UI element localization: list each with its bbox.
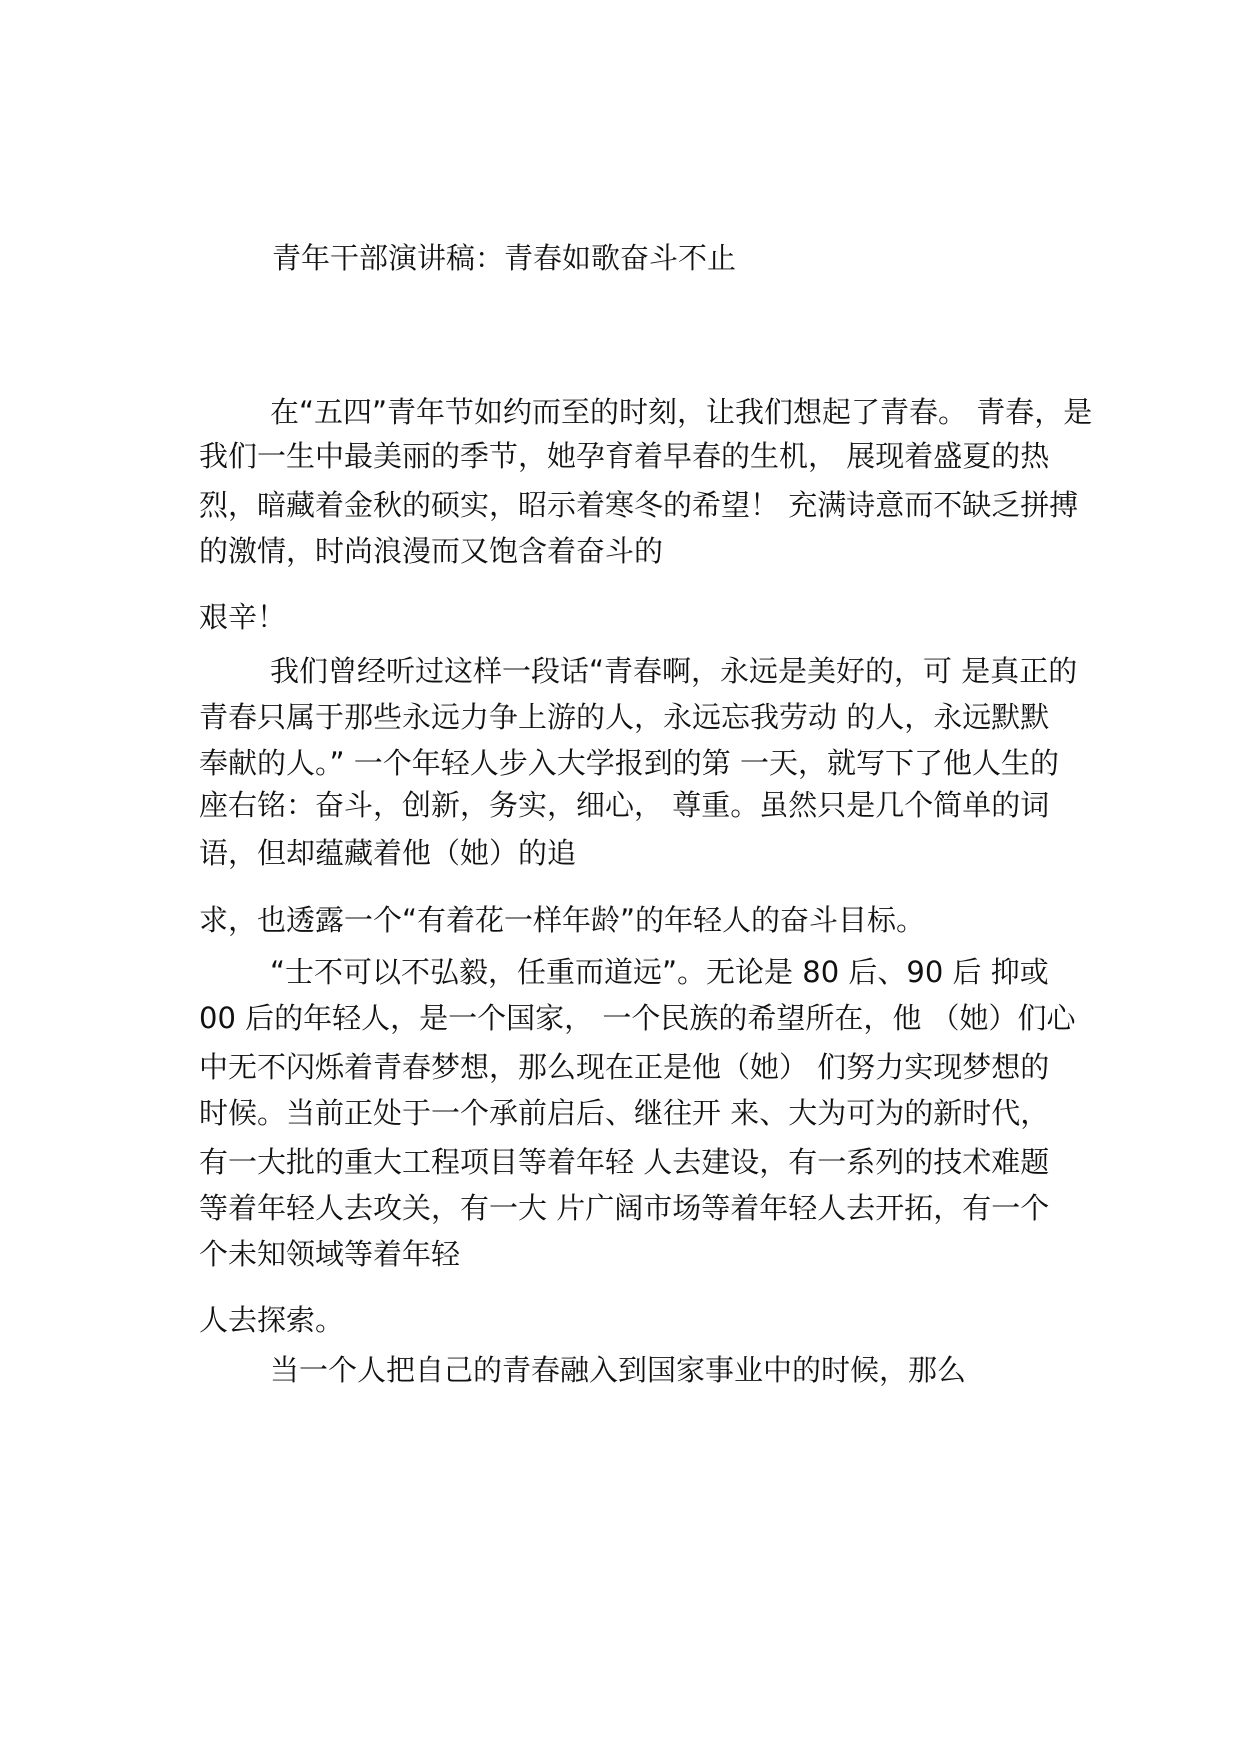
paragraph-line: 中无不闪烁着青春梦想，那么现在正是他（她） 们努力实现梦想的 bbox=[199, 1050, 1050, 1084]
paragraph-line: 语，但却蕴藏着他（她）的追 bbox=[199, 836, 577, 870]
paragraph-line: 我们曾经听过这样一段话“青春啊，永远是美好的，可 是真正的 bbox=[270, 654, 1078, 688]
paragraph-line: 人去探索。 bbox=[199, 1303, 345, 1337]
paragraph-line: 有一大批的重大工程项目等着年轻 人去建设，有一系列的技术难题 bbox=[199, 1145, 1050, 1179]
paragraph-line: 座右铭：奋斗，创新，务实，细心， 尊重。虽然只是几个简单的词 bbox=[199, 788, 1050, 822]
paragraph-line: 的激情，时尚浪漫而又饱含着奋斗的 bbox=[199, 534, 664, 568]
paragraph-line: 烈，暗藏着金秋的硕实，昭示着寒冬的希望！ 充满诗意而不缺乏拼搏 bbox=[199, 488, 1079, 522]
paragraph-line: 艰辛！ bbox=[199, 600, 287, 634]
paragraph-line: 奉献的人。” 一个年轻人步入大学报到的第 一天，就写下了他人生的 bbox=[199, 746, 1059, 780]
paragraph-line: 在“五四”青年节如约而至的时刻，让我们想起了青春。 青春，是 bbox=[270, 395, 1093, 429]
paragraph-line: 求，也透露一个“有着花一样年龄”的年轻人的奋斗目标。 bbox=[199, 903, 926, 937]
paragraph-line: 00 后的年轻人，是一个国家， 一个民族的希望所在，他 （她）们心 bbox=[199, 1001, 1076, 1035]
paragraph-line: 青春只属于那些永远力争上游的人，永远忘我劳动 的人，永远默默 bbox=[199, 700, 1050, 734]
paragraph-line: 我们一生中最美丽的季节，她孕育着早春的生机， 展现着盛夏的热 bbox=[199, 439, 1050, 473]
paragraph-line: 时候。当前正处于一个承前启后、继往开 来、大为可为的新时代， bbox=[199, 1096, 1050, 1130]
paragraph-line: 等着年轻人去攻关，有一大 片广阔市场等着年轻人去开拓，有一个 bbox=[199, 1191, 1050, 1225]
paragraph-line: 当一个人把自己的青春融入到国家事业中的时候，那么 bbox=[270, 1353, 967, 1387]
paragraph-line: “士不可以不弘毅，任重而道远”。无论是 80 后、90 后 抑或 bbox=[270, 955, 1049, 989]
paragraph-line: 个未知领域等着年轻 bbox=[199, 1237, 461, 1271]
document-title: 青年干部演讲稿：青春如歌奋斗不止 bbox=[272, 241, 737, 275]
